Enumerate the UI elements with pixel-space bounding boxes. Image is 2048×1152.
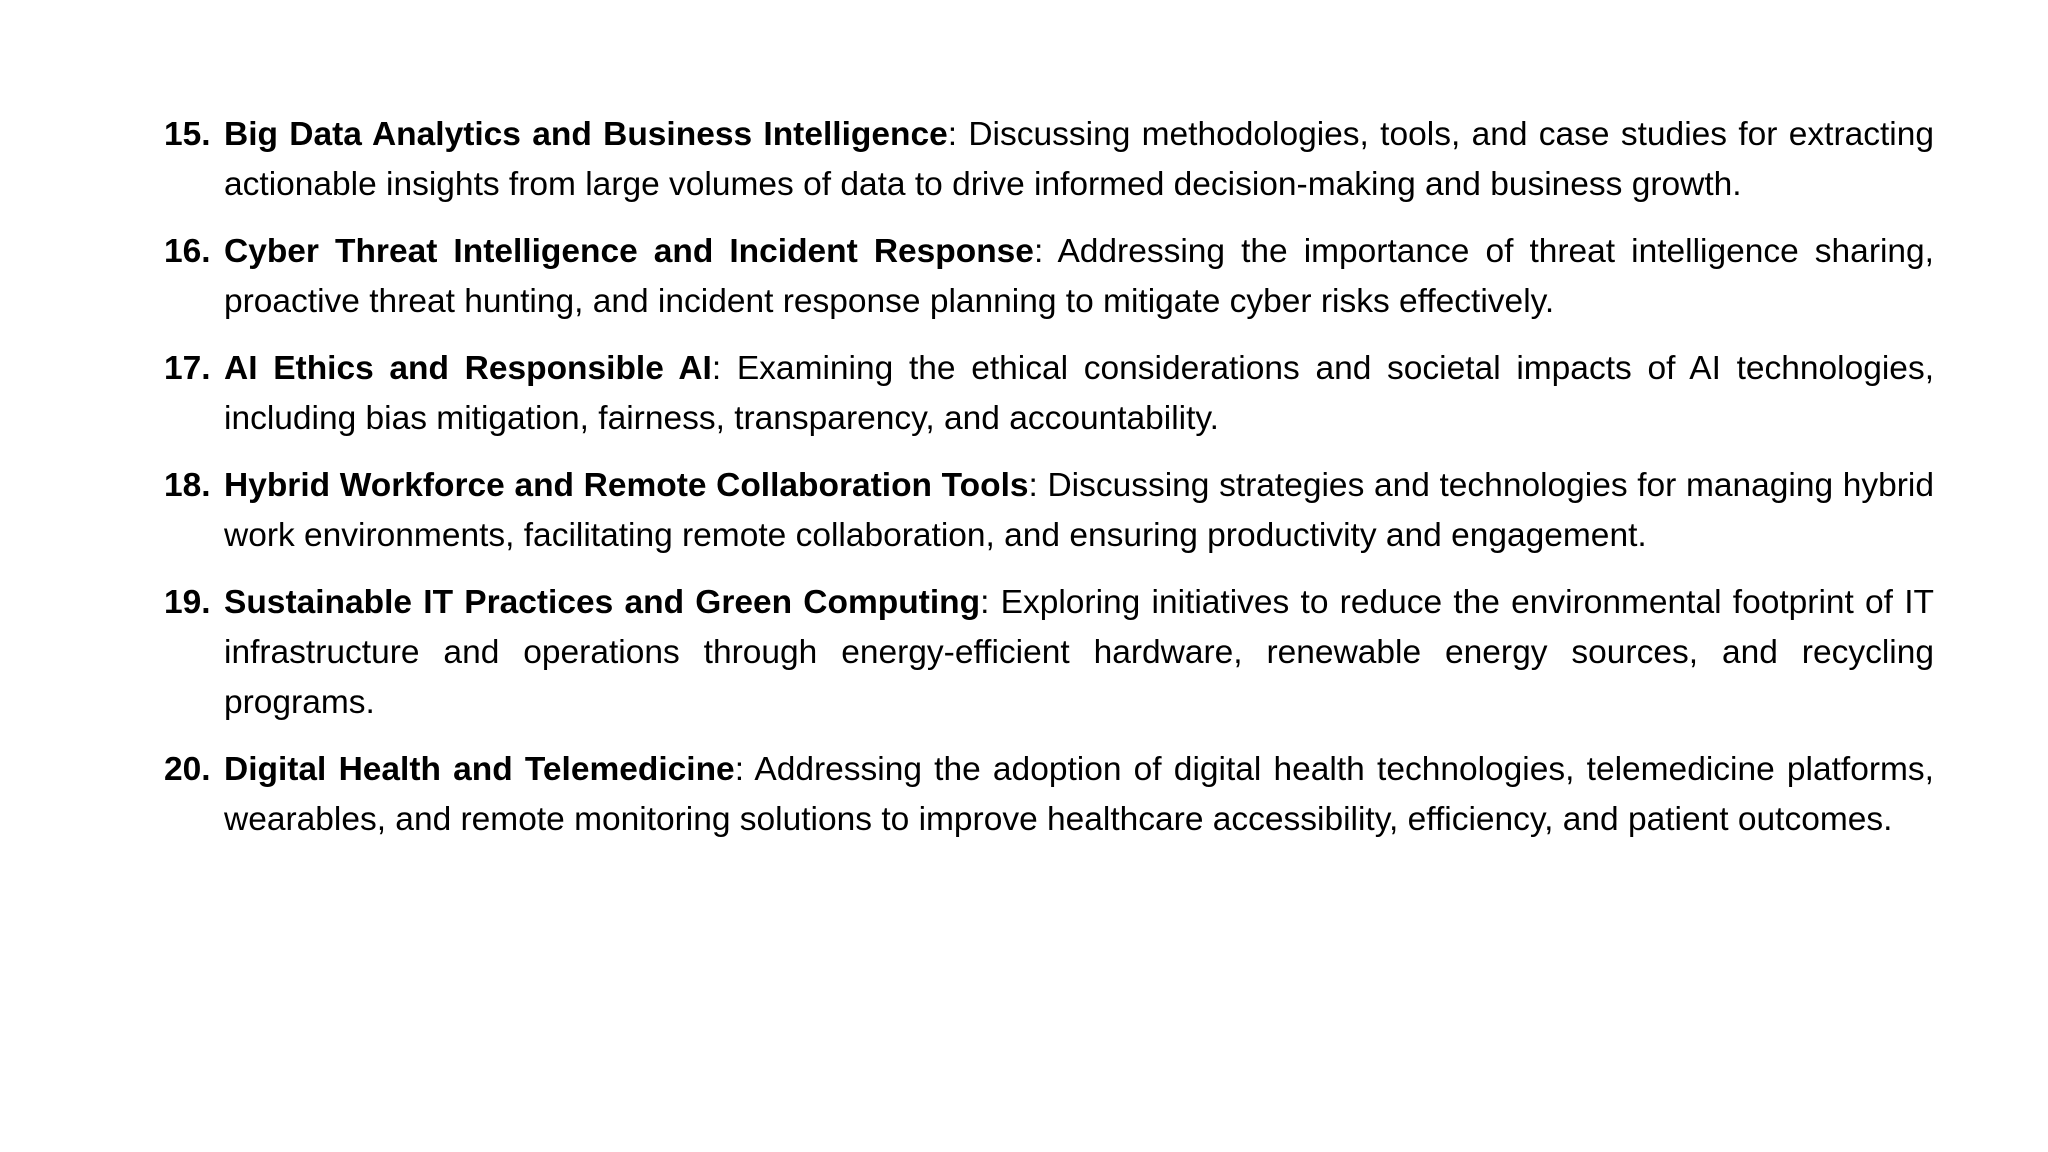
item-separator: :	[734, 751, 744, 788]
item-title: Sustainable IT Practices and Green Computing	[224, 584, 981, 621]
list-item	[164, 578, 1934, 728]
item-number: 17.	[164, 350, 211, 387]
item-description: Exploring initiatives to reduce the environmental footprint of IT infrastructure and operations through energy-efficient hardware, renewable energy sources, and recycling programs.	[224, 584, 1934, 721]
item-number: 20.	[164, 751, 211, 788]
item-description: Addressing the importance of threat intelligence sharing, proactive threat hunting, and incident response planning to mitigate cyber risks effectively.	[224, 233, 1934, 320]
list-item	[164, 461, 1934, 561]
item-separator: :	[1033, 233, 1044, 270]
item-title: Hybrid Workforce and Remote Collaboration Tools	[224, 467, 1029, 504]
item-separator: :	[980, 584, 990, 621]
item-title: Cyber Threat Intelligence and Incident Response	[224, 233, 1034, 270]
list-item	[164, 344, 1934, 444]
item-description: Examining the ethical considerations and societal impacts of AI technologies, including bias mitigation, fairness, transparency, and accountability.	[224, 350, 1934, 437]
item-title: Digital Health and Telemedicine	[224, 751, 735, 788]
list-item	[164, 227, 1934, 327]
item-number: 15.	[164, 116, 211, 153]
item-description: Addressing the adoption of digital health technologies, telemedicine platforms, wearables, and remote monitoring solutions to improve healthcare accessibility, efficiency, and patient outcomes.	[224, 751, 1934, 838]
item-number: 16.	[164, 233, 211, 270]
item-number: 19.	[164, 584, 211, 621]
item-body	[224, 110, 1934, 210]
item-description: Discussing methodologies, tools, and case studies for extracting actionable insights from large volumes of data to drive informed decision-making and business growth.	[224, 116, 1934, 203]
item-separator: :	[947, 116, 958, 153]
item-number: 18.	[164, 467, 211, 504]
numbered-topic-list	[164, 110, 1934, 862]
item-title: Big Data Analytics and Business Intelligence	[224, 116, 948, 153]
item-description: Discussing strategies and technologies for managing hybrid work environments, facilitating remote collaboration, and ensuring productivity and engagement.	[224, 467, 1934, 554]
item-separator: :	[1028, 467, 1038, 504]
list-item	[164, 745, 1934, 845]
item-title: AI Ethics and Responsible AI	[224, 350, 712, 387]
item-body	[224, 578, 1934, 728]
item-body	[224, 745, 1934, 845]
item-body	[224, 227, 1934, 327]
item-separator: :	[711, 350, 722, 387]
list-item	[164, 110, 1934, 210]
item-body	[224, 344, 1934, 444]
item-body	[224, 461, 1934, 561]
